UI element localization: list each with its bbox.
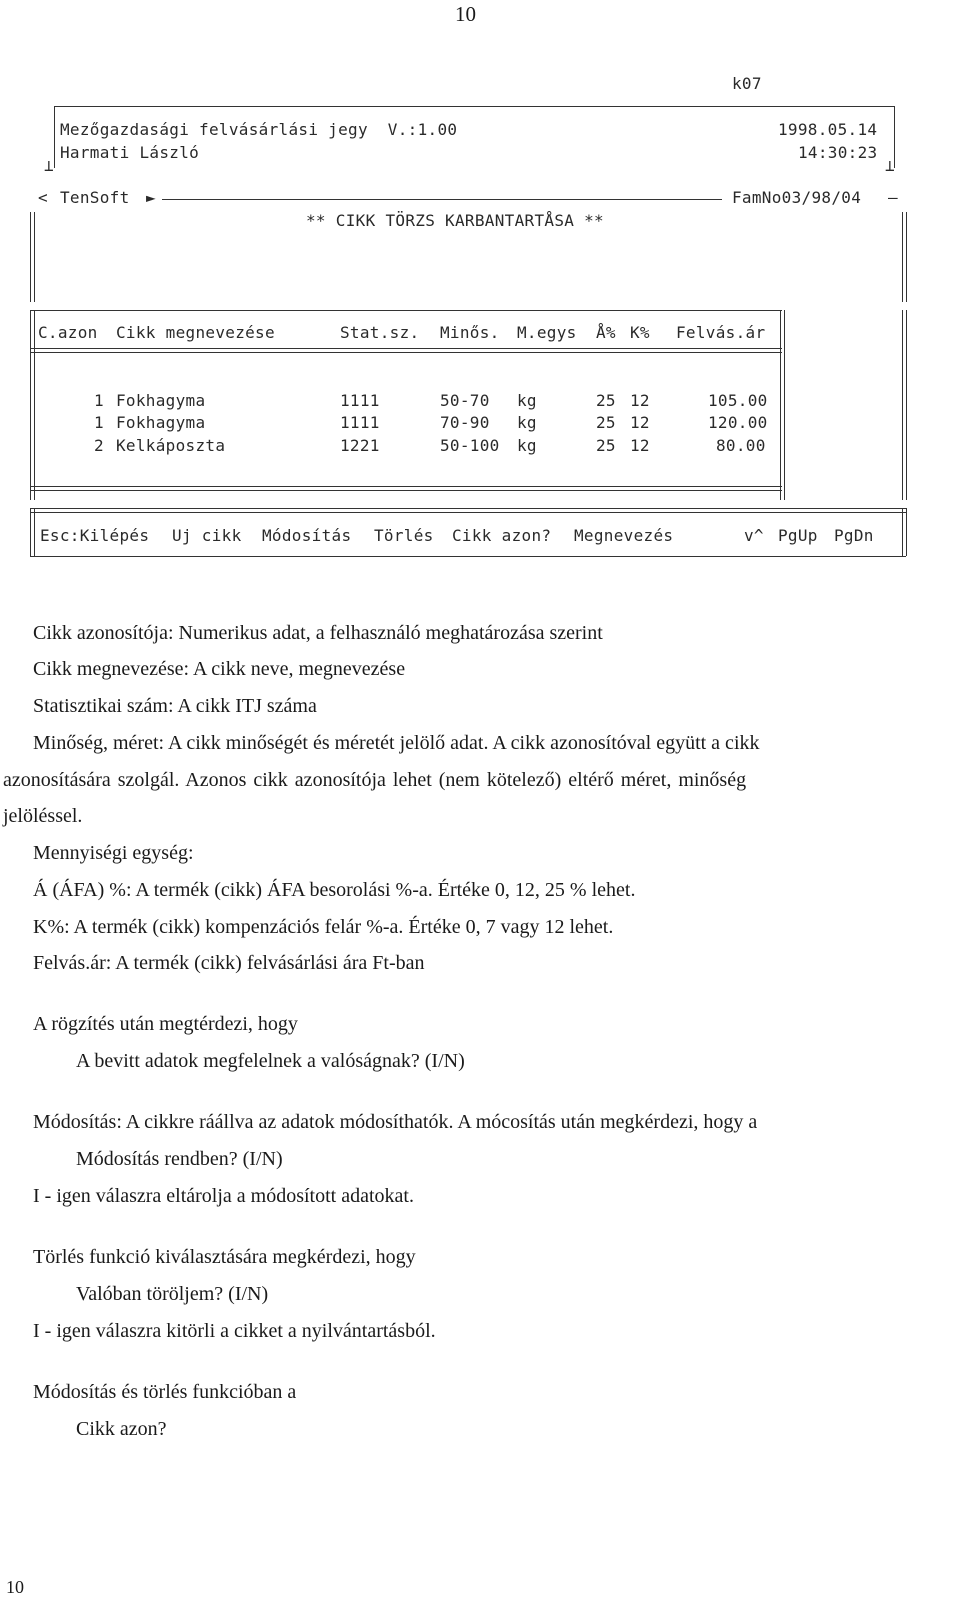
cell-minos: 70-90 [440,413,490,432]
cell-stat: 1111 [340,391,380,410]
cell-afa: 25 [596,436,616,455]
desc-minoseg-2: azonosítására szolgál. Azonos cikk azonosítója lehet (nem kötelező) eltérő méret, minőség [3,769,747,791]
top-frame-left [54,106,55,168]
rogzites-prompt: A bevitt adatok megfelelnek a valóságnak? (I/N) [76,1050,465,1072]
screen-title: ** CIKK TÖRZS KARBANTARTÅSA ** [306,211,604,230]
form-title: Mezőgazdasági felvásárlási jegy V.:1.00 [60,120,458,139]
footer-frame-top [30,508,906,513]
cell-afa: 25 [596,413,616,432]
cell-k: 12 [630,436,650,455]
menu-item-esc[interactable]: Esc:Kilépés [40,526,150,545]
table-frame-left [30,310,35,500]
col-header-azon: C.azon [38,323,98,342]
outer-frame-right-upper [902,212,907,302]
cell-ar: 120.00 [708,413,768,432]
cell-name: Kelkáposzta [116,436,226,455]
funkcio-prompt: Cikk azon? [76,1418,167,1440]
cell-megys: kg [517,391,537,410]
desc-minoseg-3: jelöléssel. [3,805,83,827]
col-header-ar: Felvás.ár [676,323,766,342]
frame-tick-right: ⊥ [885,156,895,175]
program-code: FamNo03/98/04 [732,188,862,207]
cell-afa: 25 [596,391,616,410]
col-header-stat: Stat.sz. [340,323,420,342]
user-name: Harmati László [60,143,200,162]
cell-megys: kg [517,436,537,455]
cell-ar: 105.00 [708,391,768,410]
chevron-left-icon: < [38,188,48,207]
torles-text: Törlés funkció kiválasztására megkérdezi, hogy [33,1246,416,1268]
desc-cikk-azon: Cikk azonosítója: Numerikus adat, a felhasználó meghatározása szerint [33,622,603,644]
cell-name: Fokhagyma [116,413,206,432]
header-separator [30,348,782,353]
desc-k: K%: A termék (cikk) kompenzációs felár %-a. Értéke 0, 7 vagy 12 lehet. [33,916,614,938]
nav-pgup[interactable]: PgUp [778,526,818,545]
brand-name: TenSoft [60,188,130,207]
desc-felvas: Felvás.ár: A termék (cikk) felvásárlási ára Ft-ban [33,952,425,974]
menu-item-uj-cikk[interactable]: Uj cikk [172,526,242,545]
torles-result: I - igen válaszra kitörli a cikket a nyilvántartásból. [33,1320,436,1342]
footer-frame-left [30,508,35,556]
cell-minos: 50-100 [440,436,500,455]
outer-frame-right-lower [902,310,907,500]
cell-azon: 1 [94,391,104,410]
desc-stat-szam: Statisztikai szám: A cikk ITJ száma [33,695,317,717]
cell-stat: 1111 [340,413,380,432]
menu-item-modositas[interactable]: Módosítás [262,526,352,545]
page-number-bottom: 10 [6,1577,24,1597]
desc-mennyiseg: Mennyiségi egység: [33,842,194,864]
desc-afa: Á (ÁFA) %: A termék (cikk) ÁFA besorolási %-a. Értéke 0, 12, 25 % lehet. [33,879,636,901]
menu-item-torles[interactable]: Törlés [374,526,434,545]
cell-k: 12 [630,391,650,410]
dash-glyph: — [888,188,898,207]
col-header-name: Cikk megnevezése [116,323,275,342]
cell-name: Fokhagyma [116,391,206,410]
menu-item-megnevezes[interactable]: Megnevezés [574,526,674,545]
cell-azon: 1 [94,413,104,432]
rogzites-text: A rögzítés után megtérdezi, hogy [33,1013,298,1035]
nav-arrows[interactable]: v^ [744,526,764,545]
footer-frame-right [902,508,907,556]
col-header-afa: Å% [596,323,616,342]
funkcio-text: Módosítás és törlés funkcióban a [33,1381,297,1403]
menu-item-cikk-azon[interactable]: Cikk azon? [452,526,552,545]
table-frame-right [780,310,785,500]
frame-tick-left: ⊥ [44,156,54,175]
col-header-minos: Minős. [440,323,500,342]
nav-pgdn[interactable]: PgDn [834,526,874,545]
torles-prompt: Valóban töröljem? (I/N) [76,1283,269,1305]
cell-k: 12 [630,413,650,432]
modositas-result: I - igen válaszra eltárolja a módosított adatokat. [33,1185,414,1207]
page-number-top: 10 [455,2,476,26]
footer-frame-bottom [30,556,906,557]
cell-megys: kg [517,413,537,432]
outer-frame-left-upper [30,212,35,302]
top-frame-line [54,106,894,107]
cell-ar: 80.00 [716,436,766,455]
screen-time: 14:30:23 [798,143,878,162]
cell-azon: 2 [94,436,104,455]
table-frame-top [30,310,782,311]
play-arrow-icon: ► [146,188,156,207]
desc-minoseg-1: Minőség, méret: A cikk minőségét és méretét jelölő adat. A cikk azonosítóval együtt a cikk [33,732,760,754]
desc-cikk-nev: Cikk megnevezése: A cikk neve, megnevezése [33,658,406,680]
cell-stat: 1221 [340,436,380,455]
modositas-prompt: Módosítás rendben? (I/N) [76,1148,283,1170]
cell-minos: 50-70 [440,391,490,410]
table-frame-bottom [30,486,782,491]
col-header-k: K% [630,323,650,342]
col-header-megys: M.egys [517,323,577,342]
modositas-text: Módosítás: A cikkre ráállva az adatok módosíthatók. A mócosítás után megkérdezi, hogy a [33,1111,758,1133]
brand-rule [162,199,722,200]
screen-code: k07 [732,74,762,93]
screen-date: 1998.05.14 [778,120,878,139]
